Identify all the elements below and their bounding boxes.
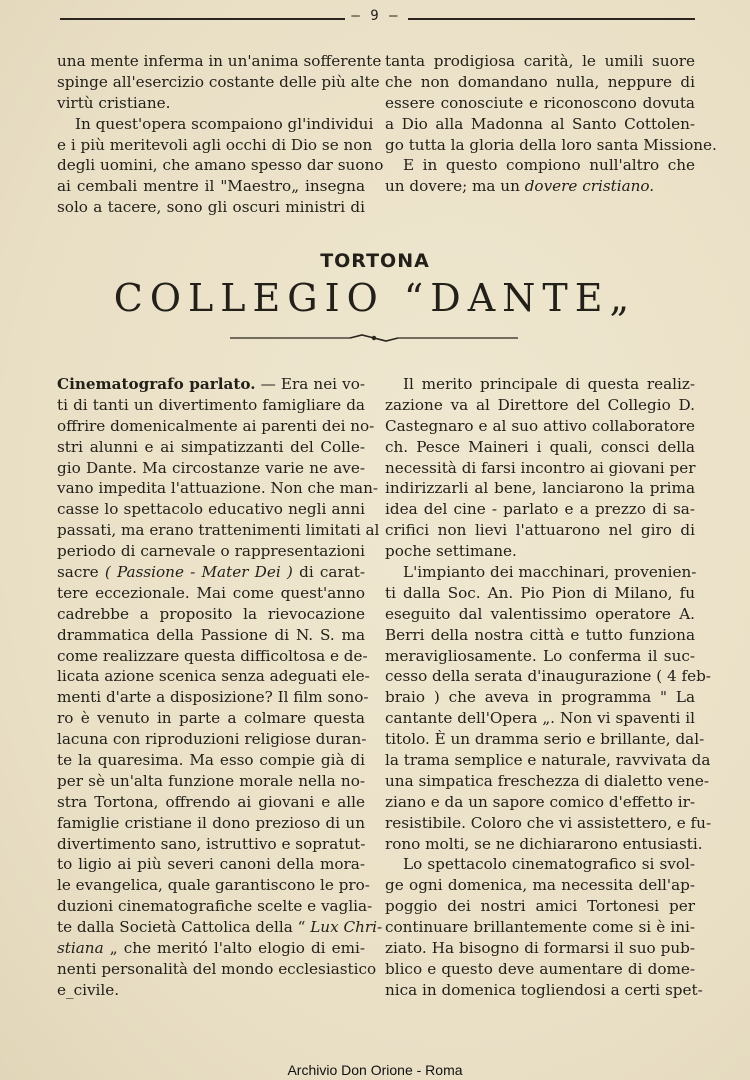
text-line: ti dalla Soc. An. Pio Pion di Milano, fu xyxy=(385,583,695,602)
text-line: E in questo compiono null'altro che xyxy=(403,156,695,175)
article-left-column xyxy=(57,374,383,1001)
text-line: te la quaresima. Ma esso compie già di xyxy=(57,751,365,770)
text-line: le evangelica, quale garantiscono le pro- xyxy=(57,876,370,895)
text-line: la trama semplice e naturale, ravvivata da xyxy=(385,751,711,770)
italic-phrase: Lux Chri- xyxy=(310,918,383,937)
italic-phrase: dovere cristiano. xyxy=(524,177,655,196)
text-line: Berri della nostra città e tutto funziona xyxy=(385,625,695,644)
text-line: duzioni cinematografiche scelte e vaglia- xyxy=(57,897,373,916)
text-line: drammatica della Passione di N. S. ma xyxy=(57,625,365,644)
text-line: per sè un'alta funzione morale nella no- xyxy=(57,771,365,790)
section-title: COLLEGIO “DANTE„ xyxy=(113,276,637,320)
text-line: In quest'opera scompaiono gl'individui xyxy=(75,114,374,133)
page-number: – 9 – xyxy=(351,8,399,24)
text-line: tere eccezionale. Mai come quest'anno xyxy=(57,583,365,602)
text-line: e_civile. xyxy=(57,980,120,999)
text-line: eseguito dal valentissimo operatore A. xyxy=(385,604,695,623)
text-segment: sacre xyxy=(57,563,99,582)
text-line: Castegnaro e al suo attivo collaboratore xyxy=(385,416,695,435)
text-line: tanta prodigiosa carità, le umili suore xyxy=(385,52,695,70)
text-line: ziato. Ha bisogno di formarsi il suo pub- xyxy=(385,939,695,958)
text-line: resistibile. Coloro che vi assistettero, e fu- xyxy=(385,813,712,832)
text-line: rono molti, se ne dichiararono entusiasti. xyxy=(385,834,703,853)
text-line xyxy=(57,374,365,395)
italic-phrase: stiana xyxy=(57,939,104,958)
text-line: titolo. È un dramma serio e brillante, dal- xyxy=(385,730,705,749)
text-line: poggio dei nostri amici Tortonesi per xyxy=(385,897,695,916)
italic-phrase: ( Passione - Mater Dei ) xyxy=(104,563,293,582)
text-line: periodo di carnevale o rappresentazioni xyxy=(57,542,365,561)
text-line: go tutta la gloria della loro santa Missione. xyxy=(385,135,717,154)
text-line: blico e questo deve aumentare di dome- xyxy=(385,959,695,978)
text-line: cesso della serata d'inaugurazione ( 4 feb- xyxy=(385,667,711,686)
text-line: una mente inferma in un'anima sofferente xyxy=(57,52,382,70)
text-line: famiglie cristiane il dono prezioso di un xyxy=(57,813,365,832)
text-segment: te dalla Società Cattolica della xyxy=(57,918,293,937)
text-line: ch. Pesce Maineri i quali, consci della xyxy=(385,437,695,456)
text-line: nenti personalità del mondo ecclesiastico xyxy=(57,959,377,978)
text-line: zazione va al Direttore del Collegio D. xyxy=(385,395,695,414)
text-line: stri alunni e ai simpatizzanti del Colle- xyxy=(57,437,365,456)
text-segment: „ che meritó l'alto elogio di emi- xyxy=(103,939,365,958)
article-right-column xyxy=(385,374,712,1001)
text-line: spinge all'esercizio costante delle più alte xyxy=(57,72,380,91)
text-line: ro è venuto in parte a colmare questa xyxy=(57,709,365,728)
text-line: degli uomini, che amano spesso dar suono xyxy=(57,156,384,175)
text-line: ge ogni domenica, ma necessita dell'ap- xyxy=(385,876,695,895)
text-line: crifici non lievi l'attuarono nel giro di xyxy=(385,521,695,540)
text-line: stra Tortona, offrendo ai giovani e alle xyxy=(57,792,365,811)
text-line: lacuna con riproduzioni religiose duran- xyxy=(57,730,367,749)
text-line: che non domandano nulla, neppure di xyxy=(385,72,695,91)
text-segment: di carat- xyxy=(299,563,366,582)
top-left-column xyxy=(57,51,384,218)
archive-credit: Archivio Don Orione - Roma xyxy=(287,1062,463,1078)
text-line: ti di tanti un divertimento famigliare da xyxy=(57,395,365,414)
text-line: braio ) che aveva in programma " La xyxy=(385,688,695,707)
text-line: cadrebbe a proposito la rievocazione xyxy=(57,604,365,623)
text-line: offrire domenicalmente ai parenti dei no- xyxy=(57,416,375,435)
text-line xyxy=(385,176,695,197)
text-line: e i più meritevoli agli occhi di Dio se non xyxy=(57,135,373,154)
text-line: L'impianto dei macchinari, provenien- xyxy=(403,563,697,582)
text-line: idea del cine - parlato e a prezzo di sa- xyxy=(385,500,695,519)
text-line: a Dio alla Madonna al Santo Cottolen- xyxy=(385,114,695,133)
text-line: meravigliosamente. Lo conferma il suc- xyxy=(385,646,695,665)
text-line: virtù cristiane. xyxy=(57,93,171,112)
text-line: una simpatica freschezza di dialetto vene- xyxy=(385,771,709,790)
text-line: passati, ma erano trattenimenti limitati al xyxy=(57,521,380,540)
text-line: gio Dante. Ma circostanze varie ne ave- xyxy=(57,458,365,477)
text-line: come realizzare questa difficoltosa e de- xyxy=(57,646,368,665)
text-line: Lo spettacolo cinematografico si svol- xyxy=(403,855,695,874)
text-line xyxy=(57,562,365,583)
text-line: Il merito principale di questa realiz- xyxy=(403,375,695,393)
text-line: casse lo spettacolo educativo negli anni xyxy=(57,500,365,519)
header-rule-right xyxy=(408,18,695,20)
text-line: necessità di farsi incontro ai giovani per xyxy=(385,458,696,477)
text-line: cantante dell'Opera „. Non vi spaventi il xyxy=(385,709,695,728)
text-line: menti d'arte a disposizione? Il film sono- xyxy=(57,688,369,707)
text-line: poche settimane. xyxy=(385,542,517,561)
article-lead: Cinematografo parlato. xyxy=(57,375,256,393)
section-kicker: TORTONA xyxy=(320,250,430,272)
text-segment: “ xyxy=(292,918,311,937)
text-line: divertimento sano, istruttivo e sopratut- xyxy=(57,834,366,853)
text-line: to ligio ai più severi canoni della mora- xyxy=(57,855,365,874)
text-segment: un dovere; ma un xyxy=(385,177,520,196)
text-segment: — Era nei vo- xyxy=(255,375,365,393)
text-line: solo a tacere, sono gli oscuri ministri di xyxy=(57,198,365,217)
ornament-divider xyxy=(230,334,518,342)
text-line: ai cembali mentre il "Maestro„ insegna xyxy=(57,177,365,196)
text-line xyxy=(57,917,383,938)
text-line: continuare brillantemente come si è ini- xyxy=(385,918,695,937)
text-line xyxy=(57,938,365,959)
header-rule-left xyxy=(60,18,345,20)
top-right-column xyxy=(385,51,717,197)
text-line: ziano e da un sapore comico d'effetto ir- xyxy=(385,792,695,811)
text-line: licata azione scenica senza adeguati ele- xyxy=(57,667,370,686)
text-line: vano impedita l'attuazione. Non che man- xyxy=(57,479,378,498)
text-line: indirizzarli al bene, lanciarono la prima xyxy=(385,479,695,498)
text-line: nica in domenica togliendosi a certi spet- xyxy=(385,980,703,999)
text-line: essere conosciute e riconoscono dovuta xyxy=(385,93,695,112)
